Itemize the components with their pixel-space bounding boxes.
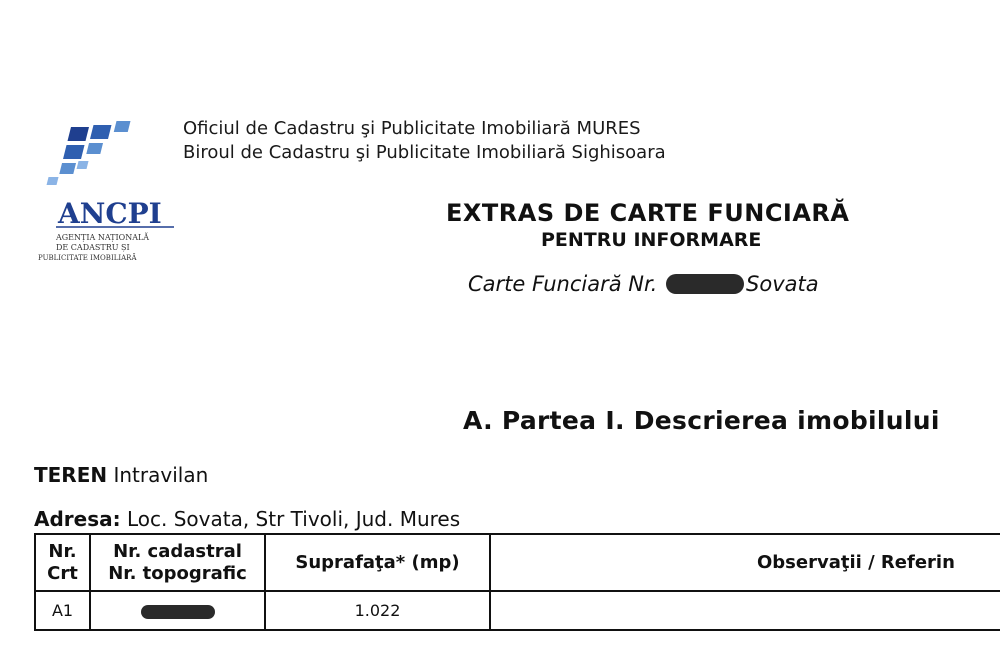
table-header-row — [35, 534, 1000, 591]
cell-observatii — [490, 591, 1000, 630]
header-suprafata: Suprafaţa* (mp) — [265, 534, 490, 591]
ancpi-logo-graphic — [34, 115, 184, 265]
logo-tagline-1: AGENȚIA NAȚIONALĂ — [56, 233, 150, 242]
table-row — [35, 591, 1000, 630]
header-observatii — [490, 534, 1000, 591]
header-nr-cadastral — [90, 534, 265, 591]
imobil-table — [34, 533, 1000, 631]
header-nr-crt-line2: Crt — [47, 562, 78, 584]
teren-value: Intravilan — [113, 463, 209, 487]
logo-tagline-3: PUBLICITATE IMOBILIARĂ — [38, 254, 137, 262]
header-observatii-label: Observaţii / Referin — [757, 551, 955, 573]
cf-prefix: Carte Funciară Nr. — [468, 272, 658, 296]
header-nr-cadastral-line1: Nr. cadastral — [113, 540, 242, 562]
ancpi-logo — [34, 115, 184, 265]
adresa-label: Adresa: — [34, 507, 121, 531]
teren-line — [34, 463, 208, 487]
header-nr-crt-line1: Nr. — [48, 540, 77, 562]
office-line-1: Oficiul de Cadastru şi Publicitate Imobiliară MURES — [183, 118, 641, 139]
document-title: EXTRAS DE CARTE FUNCIARĂ — [446, 199, 850, 227]
adresa-line — [34, 507, 460, 531]
cell-suprafata: 1.022 — [265, 591, 490, 630]
office-line-2: Biroul de Cadastru şi Publicitate Imobiliară Sighisoara — [183, 142, 666, 163]
document-subtitle: PENTRU INFORMARE — [541, 229, 762, 251]
cell-nr-crt: A1 — [35, 591, 90, 630]
cf-suffix: Sovata — [746, 272, 819, 296]
office-header — [183, 117, 666, 165]
redaction-mark — [666, 274, 744, 294]
logo-tagline-2: DE CADASTRU ȘI — [56, 243, 130, 252]
section-title: A. Partea I. Descrierea imobilului — [463, 406, 940, 435]
adresa-value: Loc. Sovata, Str Tivoli, Jud. Mures — [126, 507, 461, 531]
carte-funciara-line — [468, 272, 819, 296]
header-nr-cadastral-line2: Nr. topografic — [108, 562, 247, 584]
teren-label: TEREN — [34, 463, 108, 487]
cell-nr-cadastral — [90, 591, 265, 630]
redaction-mark — [141, 605, 215, 619]
logo-name: ANCPI — [58, 197, 162, 230]
header-nr-crt — [35, 534, 90, 591]
